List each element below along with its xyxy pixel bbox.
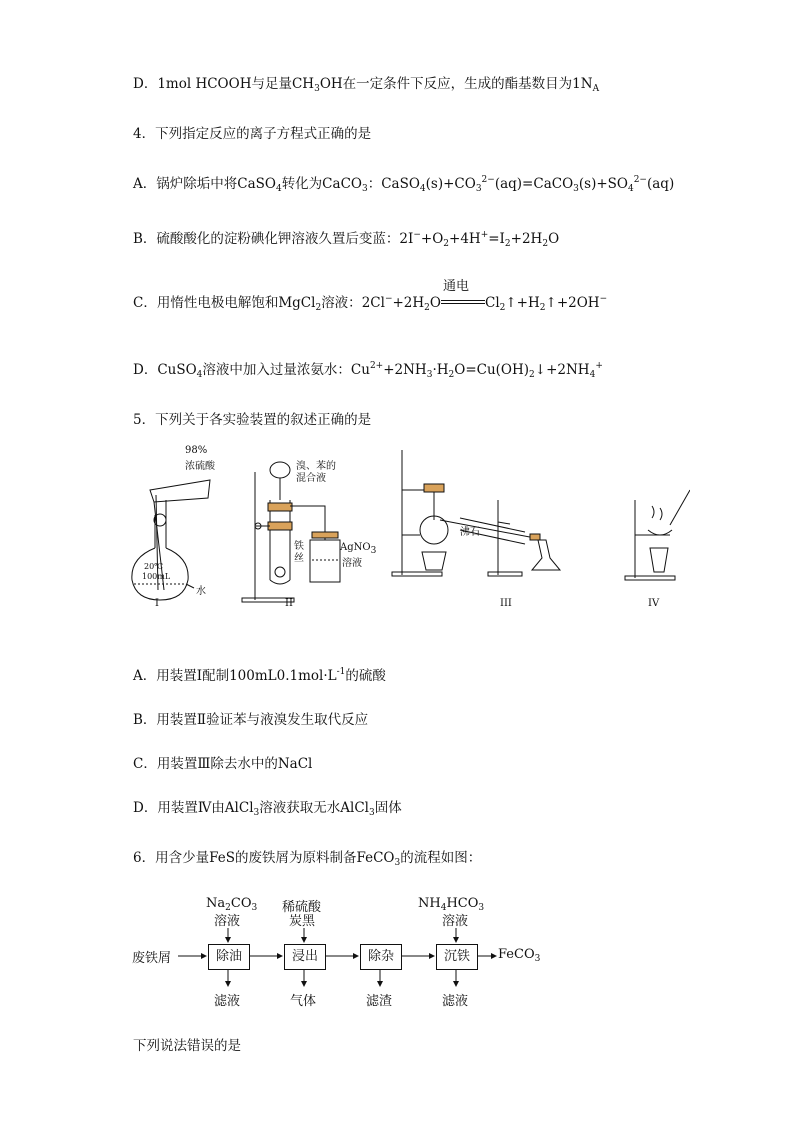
- q5-stem: 5．下列关于各实验装置的叙述正确的是: [133, 412, 372, 428]
- q6-stem: 6．用含少量FeS的废铁屑为原料制备FeCO$_3$的流程如图：: [133, 850, 482, 868]
- electrolysis-condition: 通电: [441, 291, 485, 307]
- apparatus-figure: 98% 浓硫酸 20℃ 100mL 水 溴、苯的 混合液 铁 丝 AgNO3 溶液 沸石 I II III IV: [130, 440, 690, 610]
- q6-question: 下列说法错误的是: [133, 1038, 241, 1054]
- flow-start: 废铁屑: [132, 951, 172, 966]
- label-iii: III: [500, 598, 512, 609]
- flow-step-purify: 除杂: [360, 944, 402, 970]
- label-i: I: [155, 598, 159, 609]
- q4-option-a: A．锅炉除垢中将CaSO$_4$转化为CaCO$_3$：$CaSO_4(s)+CO_3^{2-}(aq)=CaCO_3(s)+SO_4^{2-}(aq)$: [133, 175, 675, 194]
- q5-option-d: D．用装置Ⅳ由AlCl$_3$溶液获取无水AlCl$_3$固体: [133, 800, 402, 818]
- flow-step-leach: 浸出: [284, 944, 326, 970]
- label-ii: II: [285, 598, 293, 609]
- flow-product: FeCO$_3$: [498, 947, 541, 964]
- q4-stem: 4．下列指定反应的离子方程式正确的是: [133, 126, 372, 142]
- q5-option-b: B．用装置Ⅱ验证苯与液溴发生取代反应: [133, 712, 369, 728]
- flow-step-degrease: 除油: [208, 944, 250, 970]
- q4-option-c: C．用惰性电极电解饱和MgCl$_2$溶液：$2Cl^-+2H_2O$ 通电 $Cl_2↑+H_2↑+2OH^-$: [133, 279, 608, 313]
- apparatus-iii: [392, 450, 560, 576]
- process-flow: 废铁屑 除油 浸出 除杂 沉铁 FeCO$_3$ $Na_2CO_3$ 溶液 稀硫酸 炭黑 $NH_4HCO_3$ 溶液 滤液 气体 滤渣 滤液: [130, 890, 560, 1010]
- apparatus-iv: [625, 490, 690, 580]
- q5-option-a: A．用装置Ⅰ配制$100mL0.1mol\cdot L^{-1}$的硫酸: [133, 667, 386, 684]
- flow-arrows: [130, 890, 560, 1010]
- q3-option-d: D．1mol HCOOH与足量$CH_3OH$在一定条件下反应，生成的酯基数目为$1N_A$: [133, 76, 600, 94]
- q4-option-d: D．CuSO$_4$溶液中加入过量浓氨水：$Cu^{2+}+2NH_3\cdot H_2O=Cu(OH)_2↓+2NH_4^+$: [133, 361, 603, 380]
- q4-option-b: B．硫酸酸化的淀粉碘化钾溶液久置后变蓝：$2I^-+O_2+4H^+=I_2+2H_2O$: [133, 230, 560, 249]
- q5-option-c: C．用装置Ⅲ除去水中的NaCl: [133, 756, 313, 772]
- flow-step-precipitate: 沉铁: [436, 944, 478, 970]
- label-iv: IV: [648, 598, 660, 609]
